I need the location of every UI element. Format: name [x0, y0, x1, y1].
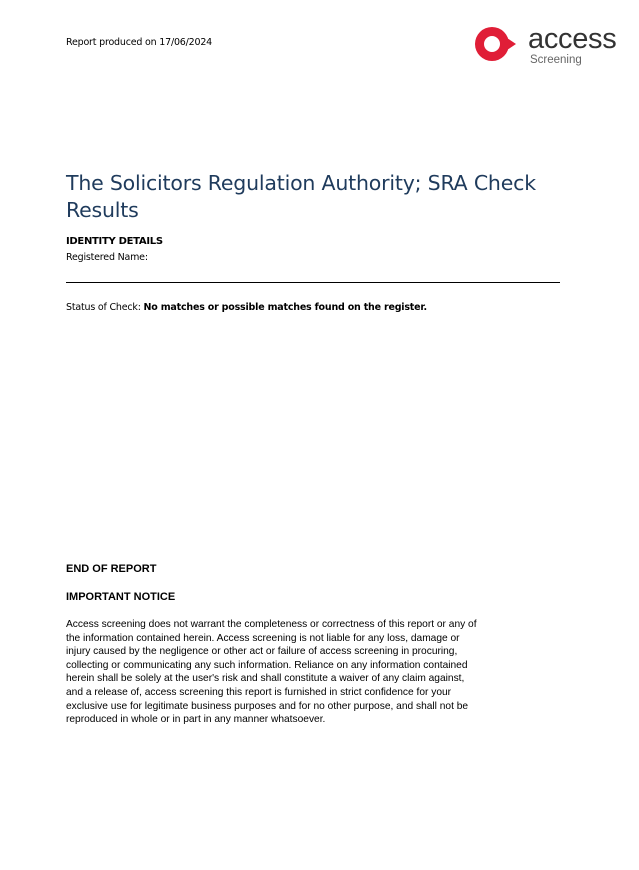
logo-wordmark: access [528, 23, 617, 55]
access-logo-mark-icon [472, 24, 516, 64]
section-divider [66, 282, 560, 283]
important-notice-heading: IMPORTANT NOTICE [66, 591, 176, 603]
status-of-check [66, 302, 427, 313]
status-value: No matches or possible matches found on the register. [143, 302, 427, 313]
report-produced-date: Report produced on 17/06/2024 [66, 37, 213, 48]
end-of-report-heading: END OF REPORT [66, 563, 157, 575]
important-notice-body: Access screening does not warrant the completeness or correctness of this report or any of the information contained herein. Access screening is not liable for any loss, damage or injury caused by the negligence or other act or failure of access screening in procuring, collecting or communicating any such information. Reliance on any information contained herein shall be solely at the user's risk and shall constitute a waiver of any claim against, and a release of, access screening this report is furnished in strict confidence for your exclusive use for legitimate business purposes and for no other purpose, and shall not be reproduced in whole or in part in any manner whatsoever. [66, 619, 477, 726]
status-label: Status of Check: [66, 302, 144, 313]
report-title: The Solicitors Regulation Authority; SRA Check Results [66, 171, 536, 222]
registered-name-label: Registered Name: [66, 252, 148, 263]
access-screening-logo [472, 22, 622, 70]
identity-details-heading: IDENTITY DETAILS [66, 236, 163, 247]
logo-subtitle: Screening [530, 54, 582, 66]
